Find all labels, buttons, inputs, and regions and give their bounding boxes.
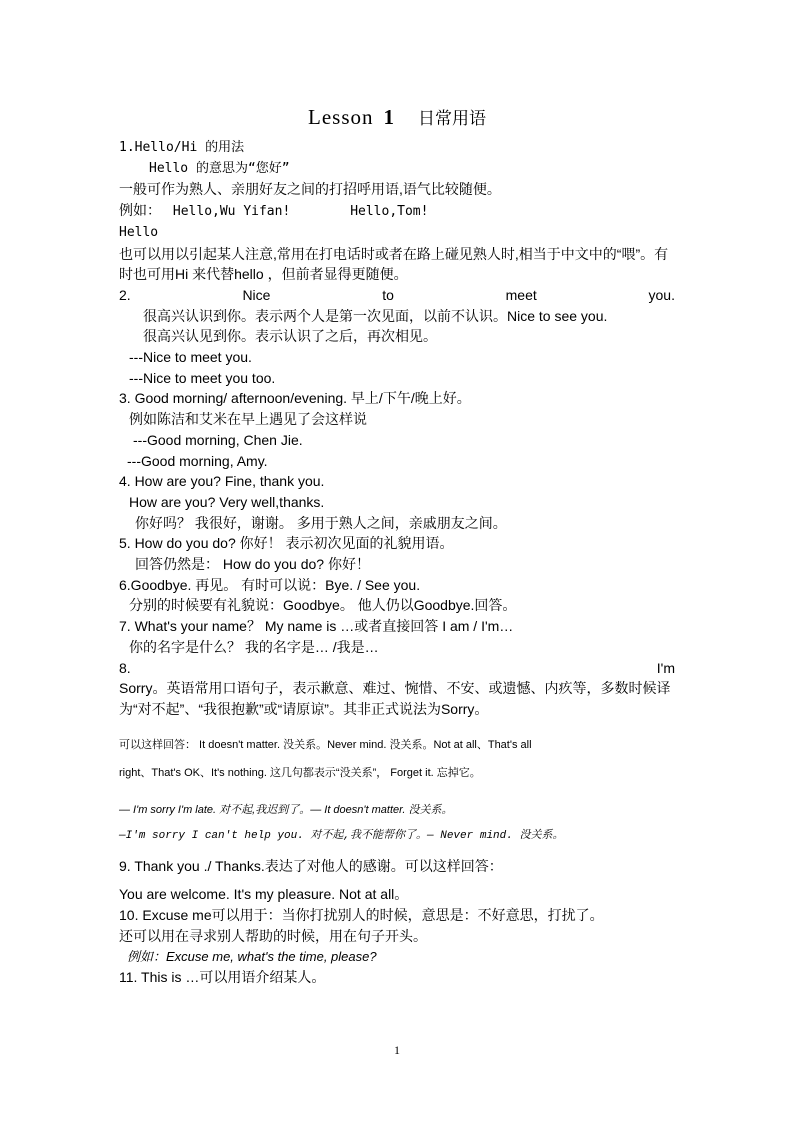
section-8-reply-2: right、That's OK、It's nothing. 这几句都表示“没关系”， Forget it. 忘掉它。: [119, 766, 481, 779]
section-2-line-3: 很高兴认见到你。表示认识了之后，再次相见。: [143, 328, 437, 345]
section-9-line-2: You are welcome. It's my pleasure. Not at all。: [119, 886, 409, 903]
section-4-line-3: 你好吗？ 我很好，谢谢。 多用于熟人之间，亲戚朋友之间。: [135, 514, 507, 531]
word-im: I'm: [656, 659, 675, 676]
section-2-line-2: 很高兴认识到你。表示两个人是第一次见面，以前不认识。Nice to see you.: [143, 307, 608, 324]
section-8-example-1: — I'm sorry I'm late. 对不起,我迟到了。— It doesn't matter. 没关系。: [119, 803, 453, 816]
section-1-meaning: Hello 的意思为“您好”: [149, 160, 290, 176]
section-5-line-2: 回答仍然是： How do you do? 你好！: [135, 556, 370, 573]
section-11-heading: 11. This is …可以用语介绍某人。: [119, 969, 326, 986]
section-6-heading: 6.Goodbye. 再见。 有时可以说：Bye. / See you.: [119, 576, 421, 593]
section-10-example: 例如：Excuse me, what's the time, please?: [127, 948, 377, 964]
word-nice: Nice: [242, 286, 271, 303]
section-5-heading: 5. How do you do? 你好！ 表示初次见面的礼貌用语。: [119, 535, 454, 552]
section-10-line-2: 还可以用在寻求别人帮助的时候，用在句子开头。: [119, 927, 427, 944]
section-2-number: 2.: [119, 286, 131, 303]
word-meet: meet: [505, 286, 537, 303]
section-8-reply-1: 可以这样回答： It doesn't matter. 没关系。Never mind. 没关系。Not at all、That's all: [119, 738, 532, 751]
section-3-dialog-2: ---Good morning, Amy.: [127, 452, 268, 469]
example-hello-tom: Hello,Tom!: [350, 204, 429, 220]
example-label: 例如：: [119, 202, 161, 219]
word-to: to: [382, 286, 394, 303]
lesson-content: [119, 138, 675, 988]
example-hello-wu: Hello,Wu Yifan!: [172, 204, 291, 220]
section-8-heading: [119, 658, 675, 679]
hello-word: Hello: [119, 224, 159, 240]
section-2-dialog-1: ---Nice to meet you.: [129, 349, 252, 366]
section-7-heading: 7. What's your name？ My name is …或者直接回答 I am / I'm…: [119, 618, 514, 635]
lesson-title-en: Lesson: [308, 105, 374, 129]
section-3-line-2: 例如陈洁和艾米在早上遇见了会这样说: [129, 411, 367, 428]
section-3-heading: 3. Good morning/ afternoon/evening. 早上/下午/晚上好。: [119, 390, 471, 407]
section-7-line-2: 你的名字是什么？ 我的名字是… /我是…: [129, 638, 379, 655]
lesson-title-cn: 日常用语: [418, 109, 486, 129]
section-8-example-2: —I'm sorry I can't help you. 对不起,我不能帮你了。— Never mind. 没关系。: [119, 829, 564, 842]
section-2-dialog-2: ---Nice to meet you too.: [129, 369, 276, 386]
section-6-line-2: 分别的时候要有礼貌说：Goodbye。 他人仍以Goodbye.回答。: [129, 597, 517, 614]
section-4-heading: 4. How are you? Fine, thank you.: [119, 473, 325, 490]
section-2-heading: [119, 285, 675, 306]
section-1-usage: 一般可作为熟人、亲朋好友之间的打招呼用语,语气比较随便。: [119, 181, 501, 198]
section-8-body: Sorry。英语常用口语句子，表示歉意、难过、惋惜、不安、或遗憾、内疚等，多数时候译为“对不起”、“我很抱歉”或“请原谅”。其非正式说法为Sorry。: [119, 680, 671, 717]
lesson-title: [0, 104, 794, 130]
word-you: you.: [648, 286, 675, 303]
section-9-heading: 9. Thank you ./ Thanks.表达了对他人的感谢。可以这样回答：: [119, 857, 503, 874]
section-10-heading: 10. Excuse me可以用于：当你打扰别人的时候，意思是：不好意思，打扰了。: [119, 907, 604, 924]
section-3-dialog-1: ---Good morning, Chen Jie.: [133, 431, 303, 448]
lesson-number: 1: [383, 105, 394, 129]
section-1-heading: 1.Hello/Hi 的用法: [119, 140, 245, 155]
section-1-extra: 也可以用以引起某人注意,常用在打电话时或者在路上碰见熟人时,相当于中文中的“喂”。有时也可用Hi 来代替hello ，但前者显得更随便。: [119, 245, 669, 283]
section-8-number: 8.: [119, 659, 131, 676]
section-1-example: [119, 200, 675, 223]
section-4-line-2: How are you? Very well,thanks.: [129, 493, 325, 510]
page-number: 1: [394, 1043, 400, 1057]
